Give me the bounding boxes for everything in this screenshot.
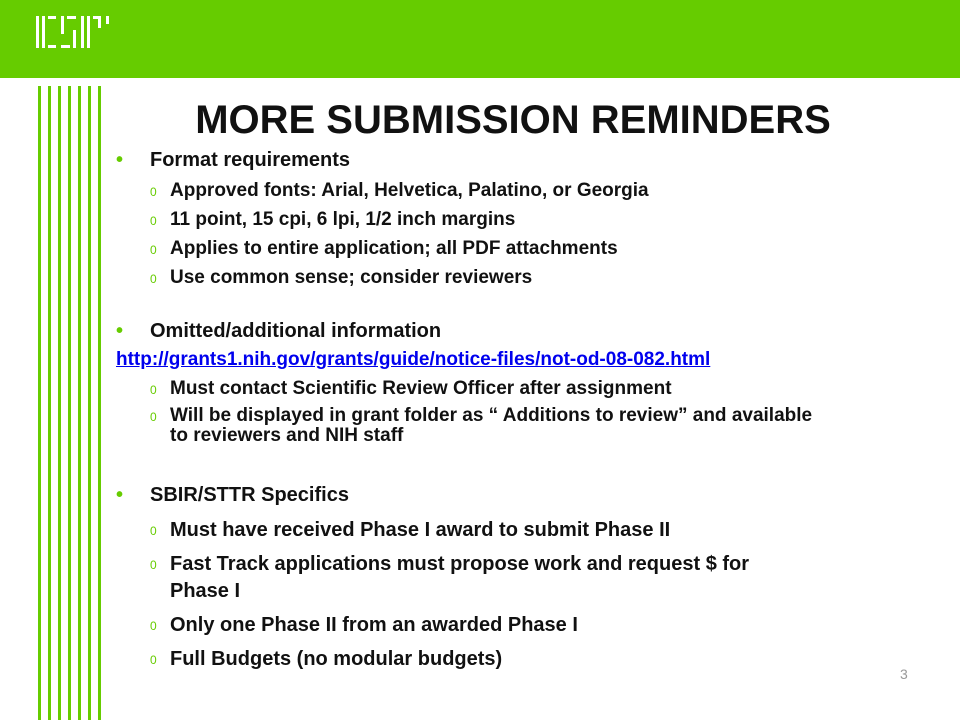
sub-item-text: Use common sense; consider reviewers <box>170 267 533 288</box>
sub-item <box>116 210 846 230</box>
header-band <box>0 0 960 78</box>
sub-item-text: Must have received Phase I award to submit Phase II <box>170 519 671 541</box>
bullet-dot-icon: • <box>116 484 124 506</box>
bullet-sbir-sttr <box>116 483 846 508</box>
sub-item <box>116 551 810 605</box>
sub-item <box>116 181 846 201</box>
sub-item <box>116 268 846 288</box>
sub-item-text: Full Budgets (no modular budgets) <box>170 648 503 670</box>
bullet-heading: Format requirements <box>150 149 351 171</box>
sub-item-text: 11 point, 15 cpi, 6 lpi, 1/2 inch margins <box>170 209 516 230</box>
sub-item <box>116 646 846 673</box>
nih-notice-link[interactable]: http://grants1.nih.gov/grants/guide/notice-files/not-od-08-082.html <box>116 349 711 370</box>
sub-item <box>116 239 846 259</box>
sub-item-text: Only one Phase II from an awarded Phase I <box>170 614 578 636</box>
bullet-omitted-info <box>116 319 846 344</box>
bullet-heading: Omitted/additional information <box>150 320 442 342</box>
sub-item-text: Approved fonts: Arial, Helvetica, Palatino, or Georgia <box>170 180 649 201</box>
slide-content <box>116 148 846 673</box>
sub-bullet-icon: 0 <box>150 410 157 424</box>
page-title: MORE SUBMISSION REMINDERS <box>195 98 831 142</box>
sub-bullet-icon: 0 <box>150 653 157 667</box>
sub-item-text: Applies to entire application; all PDF attachments <box>170 238 618 259</box>
sub-bullet-icon: 0 <box>150 619 157 633</box>
csr-logo-icon <box>34 12 114 64</box>
sub-item <box>116 379 846 399</box>
sub-bullet-icon: 0 <box>150 214 157 228</box>
sub-item <box>116 406 820 446</box>
decorative-stripes <box>38 86 102 720</box>
sub-bullet-icon: 0 <box>150 185 157 199</box>
bullet-dot-icon: • <box>116 320 124 342</box>
sub-bullet-icon: 0 <box>150 243 157 257</box>
sub-bullet-icon: 0 <box>150 524 157 538</box>
sub-item-text: Fast Track applications must propose work and request $ for Phase I <box>170 553 750 602</box>
sub-item-text: Will be displayed in grant folder as “ Additions to review” and available to reviewers and NIH staff <box>170 405 813 446</box>
sub-bullet-icon: 0 <box>150 558 157 572</box>
bullet-heading: SBIR/STTR Specifics <box>150 484 349 506</box>
sub-bullet-icon: 0 <box>150 272 157 286</box>
bullet-format-requirements <box>116 148 846 173</box>
sub-bullet-icon: 0 <box>150 383 157 397</box>
bullet-dot-icon: • <box>116 149 124 171</box>
sub-item <box>116 517 846 544</box>
sub-item-text: Must contact Scientific Review Officer after assignment <box>170 378 672 399</box>
sub-item <box>116 612 846 639</box>
page-number: 3 <box>900 666 908 682</box>
